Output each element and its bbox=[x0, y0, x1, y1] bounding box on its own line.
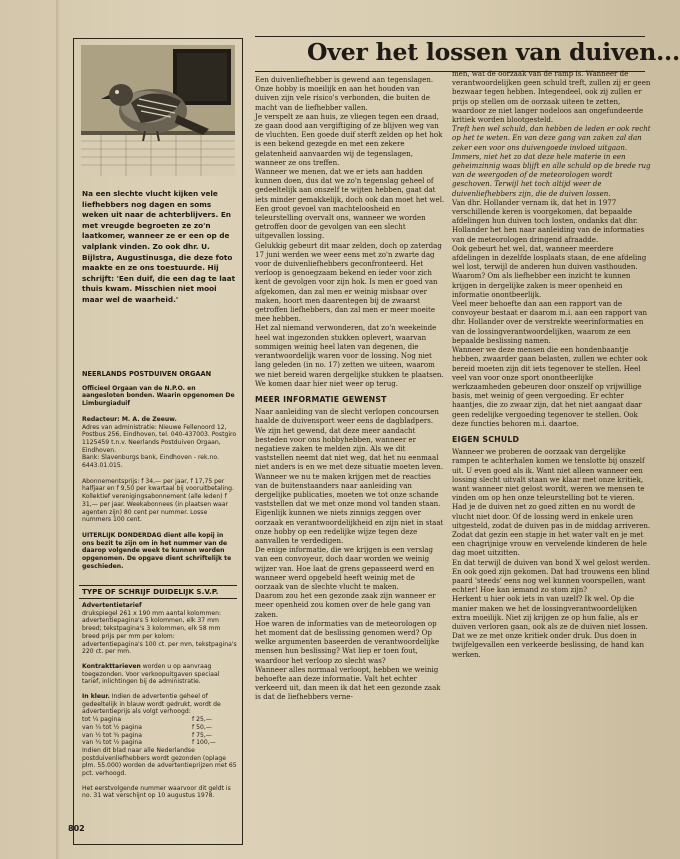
color-price-row bbox=[82, 716, 237, 724]
article-paragraph: Had je de duiven net zo goed zitten en nu wordt de vlucht niet door. Of de lossing werd in enkele uren uitgesteld, zodat de duiven pas in de middag arriveren. Zodat dat gezin een stapje in het water valt en je met een chagrijnige vrouw en vervelende kinderen de hele dag moet uitzitten. bbox=[452, 502, 651, 558]
address-text: Adres van administratie: Nieuwe Fellenoord 12, Postbus 256, Eindhoven, tel. 040-437003. Postgiro 1125459 t.n.v. Neerlands Postduiven Orgaan, Eindhoven. bbox=[82, 423, 237, 454]
color-price-row bbox=[82, 724, 237, 732]
section-heading-meer-informatie: MEER INFORMATIE GEWENST bbox=[255, 394, 387, 404]
article-title-band bbox=[255, 36, 680, 72]
org-section bbox=[82, 371, 237, 570]
pigeon-photo-drawing bbox=[81, 45, 235, 176]
photo-caption: Na een slechte vlucht kijken vele liefhebbers nog dagen en soms weken uit naar de achterblijvers. En met vreugde begroeten ze zo'n laatkomer, wanneer ze er een op de valplank vinden. Zo ook dhr. U. Bijlstra, Augustinusga, die deze foto maakte en ze ons toestuurde. Hij schrijft: 'Een duif, die een dag te laat thuis kwam. Misschien niet mooi maar wel de waarheid.' bbox=[82, 189, 236, 304]
article-paragraph: Het zal niemand verwonderen, dat zo'n weekeinde heel wat ingezonden stukken oplevert, waarvan sommigen weinig heel laten van degenen, die verantwoordelijk waren voor de lossing. Nog niet lang geleden (in no. 17) zetten we uiteen, waarom we niet bereid waren dergelijke stukken te plaatsen. We komen daar hier niet weer op terug. bbox=[255, 323, 444, 388]
color-header: In kleur. bbox=[82, 693, 110, 701]
color-price-value: f 25,— bbox=[192, 716, 212, 724]
deadline-notice: UITERLIJK DONDERDAG dient alle kopij in ons bezit te zijn om in het nummer van de daarop volgende week te kunnen worden opgenomen. De opgave dient schriftelijk te geschieden. bbox=[82, 531, 232, 570]
article-paragraph: Een groot gevoel van machteloosheid en teleurstelling overvalt ons, wanneer we worden getroffen door de gevolgen van een slecht uitgevallen lossing. bbox=[255, 203, 426, 241]
contract-header: Kontrakttarieven bbox=[82, 662, 141, 670]
article-paragraph: Wanneer we menen, dat we er iets aan hadden kunnen doen, dus dat we zo'n tegenslag geheel of gedeeltelijk aan onszelf te wijten hebben, gaat dat iets minder gemakkelijk, doch ook dan moet het wel. bbox=[255, 167, 445, 204]
article-paragraph: Wanneer alles normaal verloopt, hebben we weinig behoefte aan deze informatie. Valt het echter verkeerd uit, dan meen ik dat het een gezonde zaak is dat de liefhebbers verne- bbox=[255, 664, 441, 702]
color-price-table bbox=[82, 716, 237, 747]
ad-rates-text: drukspiegel 261 x 190 mm aantal kolommen: advertentiepagina's 5 kolommen, elk 37 mm breed; tekstpagina's 3 kolommen, elk 58 mm breed prijs per mm per kolom: advertentiepagina's 100 ct. per mm, tekstpagina's 220 ct. per mm. bbox=[82, 609, 237, 656]
bank-text: Bank: Slavenburgs bank, Eindhoven - rek.no. 6443.01.015. bbox=[82, 454, 219, 470]
type-header: TYPE OF SCHRIJF DUIDELIJK S.V.P. bbox=[82, 587, 219, 596]
article-paragraph: Wanneer we nu te maken krijgen met de reacties van de buitenstaanders naar aanleiding van dergelijke publicaties, moeten we tot onze schande vaststellen dat we met onze mond vol tanden staan. Eigenlijk kunnen we niets zinnigs zeggen over oorzaak en verantwoordelijkheid en zijn niet in staat onze hobby op een redelijke wijze tegen deze aanvallen te verdedigen. bbox=[255, 471, 444, 545]
next-issue-text: Het eerstvolgende nummer waarvoor dit geldt is no. 31 wat verschijnt op 10 augustus 1978. bbox=[82, 784, 231, 800]
article-paragraph: Wanneer we deze mensen die een hondenbaantje hebben, zwaarder gaan belasten, zullen we echter ook bereid moeten zijn dit iets tegenover te stellen. Heel veel van voor onze sport onontbeerlijke werkzaamheden gebeuren door onszelf op vrijwillige basis, met weinig of geen vergoeding. Er echter haantjes, die zo zwaar zijn, dat het niet aangaat daar geen redelijke vergoeding tegenover te stellen. Ook deze functies behoren m.i. daartoe. bbox=[452, 345, 648, 428]
article-paragraph: Hoe waren de informaties van de meteorologen op het moment dat de beslissing genomen werd? Op welke argumenten baseerden de verantwoordelijke mensen hun beslissing? Wat liep er toen fout, waardoor het verloop zo slecht was? bbox=[255, 618, 440, 665]
article-paragraph: Je verspelt ze aan huis, ze vliegen tegen een draad, ze gaan dood aan vergiftiging of ze blijven weg van de vluchten. Een goede duif sterft zelden op het hok is een bekend gezegde en met een zekere gelatenheid aanvaarden wij de tegenslagen, wanneer ze ons treffen. bbox=[255, 111, 443, 167]
article-column-1 bbox=[255, 75, 445, 845]
article-paragraph: Herkent u hier ook iets in van uzelf? Ik wel. Op die manier maken we het de lossingverantwoordelijken extra moeilijk. Niet zij krijgen ze op hun falie, als er duiven verloren gaan, ook als ze de duiven niet lossen. Dat we ze met onze kritiek onder druk. Dus doen in twijfelgevallen een verkeerde beslissing, de hand kan werken. bbox=[452, 594, 648, 659]
article-paragraph: Veel meer behoefte dan aan een rapport van de convoyeur bestaat er daarom m.i. aan een rapport van dhr. Hollander over de verstrekte weerinformaties en van de lossingverantwoordelijken, waarom ze een bepaalde beslissing namen. bbox=[452, 299, 648, 345]
article-paragraph: En dat terwijl de duiven van bond X wel gelost werden. En ook goed zijn gekomen. Dat had trouwens een blind paard 'steeds' eens nog wel kunnen voorspellen, want echter! Hoe kan iemand zo stom zijn? bbox=[452, 557, 651, 595]
divider-bottom bbox=[79, 598, 237, 599]
color-price-row bbox=[82, 739, 237, 747]
color-price-value: f 50,— bbox=[192, 723, 212, 731]
article-paragraph: men, wat de oorzaak van de ramp is. Wanneer de verantwoordelijken geen schuld treft, zullen zij er geen bezwaar tegen hebben. Integendeel, ook zij zullen er prijs op stellen om de oorzaak uiteen te zetten, waardoor ze niet langer nodeloos aan ongefundeerde kritiek worden blootgesteld. bbox=[452, 69, 651, 125]
editor-line: Redacteur: M. A. de Zeeuw. bbox=[82, 415, 177, 423]
color-price-value: f 100,— bbox=[192, 739, 216, 747]
color-text: Indien de advertentie geheel of gedeeltelijk in blauw wordt gedrukt, wordt de advertentieprijs als volgt verhoogd: bbox=[82, 693, 221, 716]
article-paragraph: Gelukkig gebeurt dit maar zelden, doch op zaterdag 17 juni werden we weer eens met zo'n zwarte dag voor de duivenliefhebbers geconfronteerd. Het verloop is genoegzaam bekend en ieder voor zich kent de gevolgen voor zijn hok. Is men er goed van afgekomen, dan zal men er weinig misbaar over maken, hoort men daarentegen bij de zwaarst getroffen liefhebbers, dan zal men er meer moeite mee hebben. bbox=[255, 240, 442, 324]
color-footer-text: Indien dit blad naar alle Nederlandse postduivenliefhebbers wordt gezonden (oplage plm. 55.000) worden de advertentieprijzen met 65 pct. verhoogd. bbox=[82, 746, 237, 778]
color-price-label: tot ¼ pagina bbox=[82, 716, 122, 724]
ad-rates-section bbox=[82, 602, 237, 800]
color-price-label: van ½ tot ¾ pagina bbox=[82, 731, 143, 739]
article-paragraph: De enige informatie, die we krijgen is een verslag van een convoyeur, doch daar worden we weinig wijzer van. Hoe laat de grens gepasseerd werd en wanneer werd opgebeld heeft weinig met de oorzaak van de slechte vlucht te maken. bbox=[255, 545, 435, 591]
color-price-value: f 75,— bbox=[192, 731, 212, 739]
color-price-label: van ¼ tot ½ pagina bbox=[82, 723, 143, 731]
page-fold-shadow bbox=[56, 0, 60, 859]
divider-top bbox=[79, 585, 237, 586]
sidebar-box bbox=[73, 38, 243, 845]
article-paragraph: Ook gebeurt het wel, dat, wanneer meerdere afdelingen in dezelfde losplaats staan, de ene afdeling wel lost, terwijl de anderen hun duiven vasthouden. Waarom? Om als liefhebber een inzicht te kunnen krijgen in dergelijke zaken is meer openheid en informatie onontbeerlijk. bbox=[452, 243, 647, 299]
org-name: NEERLANDS POSTDUIVEN ORGAAN bbox=[82, 370, 212, 378]
article-paragraph: Daarom zou het een gezonde zaak zijn wanneer er meer openheid zou komen over de hele gang van zaken. bbox=[255, 591, 436, 619]
article-paragraph: Treft hen wel schuld, dan hebben de leden er ook recht op het te weten. En van deze gang van zaken zal dan zeker een voor ons duivengoede invloed uitgaan. Immers, niet het zo dat deze hele materie in een geheimzinnig waas blijft en alle schuld op de brede rug van de weergoden of de meteorologen wordt geschoven. Terwijl het toch altijd weer de duivenliefhebbers zijn, die de duiven lossen. bbox=[452, 124, 651, 198]
pigeon-photo bbox=[81, 45, 235, 176]
contract-text: worden u op aanvraag toegezonden. Voor verkoopuitgaven speciaal tarief, inlichtingen bij de administratie. bbox=[82, 662, 220, 686]
subscription-text: Abonnementsprijs: f 34,— per jaar, f 17,75 per halfjaar en f 9,50 per kwartaal bij vooruitbetaling. Kollektief verenigingsabonnement (alle leden) f 31,— per jaar. Weekabonnees (in plaatsen waar agenten zijn) 80 cent per nummer. Losse nummers 100 cent. bbox=[82, 477, 234, 524]
article-title: Over het lossen van duiven... bbox=[307, 38, 680, 66]
article-paragraph: Een duivenliefhebber is gewend aan tegenslagen. Onze hobby is moeilijk en aan het houden van duiven zijn vele risico's verbonden, die buiten de macht van de liefhebber vallen. bbox=[255, 75, 434, 112]
article-paragraph: Van dhr. Hollander vernam ik, dat het in 1977 verschillende keren is voorgekomen, dat bepaalde afdelingen hun duiven toch losten, ondanks dat dhr. Hollander het hen naar aanleiding van de informaties van de meteorologen dringend afraadde. bbox=[452, 197, 645, 244]
page-number: 802 bbox=[68, 824, 85, 833]
color-price-label: van ¾ tot ½ pagina bbox=[82, 739, 143, 747]
section-heading-eigen-schuld: EIGEN SCHULD bbox=[452, 434, 520, 444]
article-paragraph: Wanneer we proberen de oorzaak van dergelijke rampen te achterhalen komen we tenslotte bij onszelf uit. U even goed als ik. Want niet alleen wanneer een lossing slecht uitvalt staan we klaar met onze kritiek, want wanneer niet gelost wordt, weren we mensen te vinden om op hen onze teleurstelling bot te vieren. bbox=[452, 447, 645, 503]
article-paragraph: Naar aanleiding van de slecht verlopen concoursen haalde de duivensport weer eens de dagbladpers. We zijn het gewend, dat deze meer aandacht besteden voor ons hobbyhebben, wanneer er negatieve zaken te melden zijn. Als we dit vaststellen neemt dat niet weg, dat het nu eenmaal niet anders is en we met deze situatie moeten leven. bbox=[255, 407, 444, 472]
ad-rates-header: Advertentietarief bbox=[82, 602, 142, 609]
org-description: Officieel Orgaan van de N.P.O. en aangesloten bonden. Waarin opgenomen De Limburgiaduif bbox=[82, 384, 235, 408]
article-column-2 bbox=[452, 69, 652, 849]
